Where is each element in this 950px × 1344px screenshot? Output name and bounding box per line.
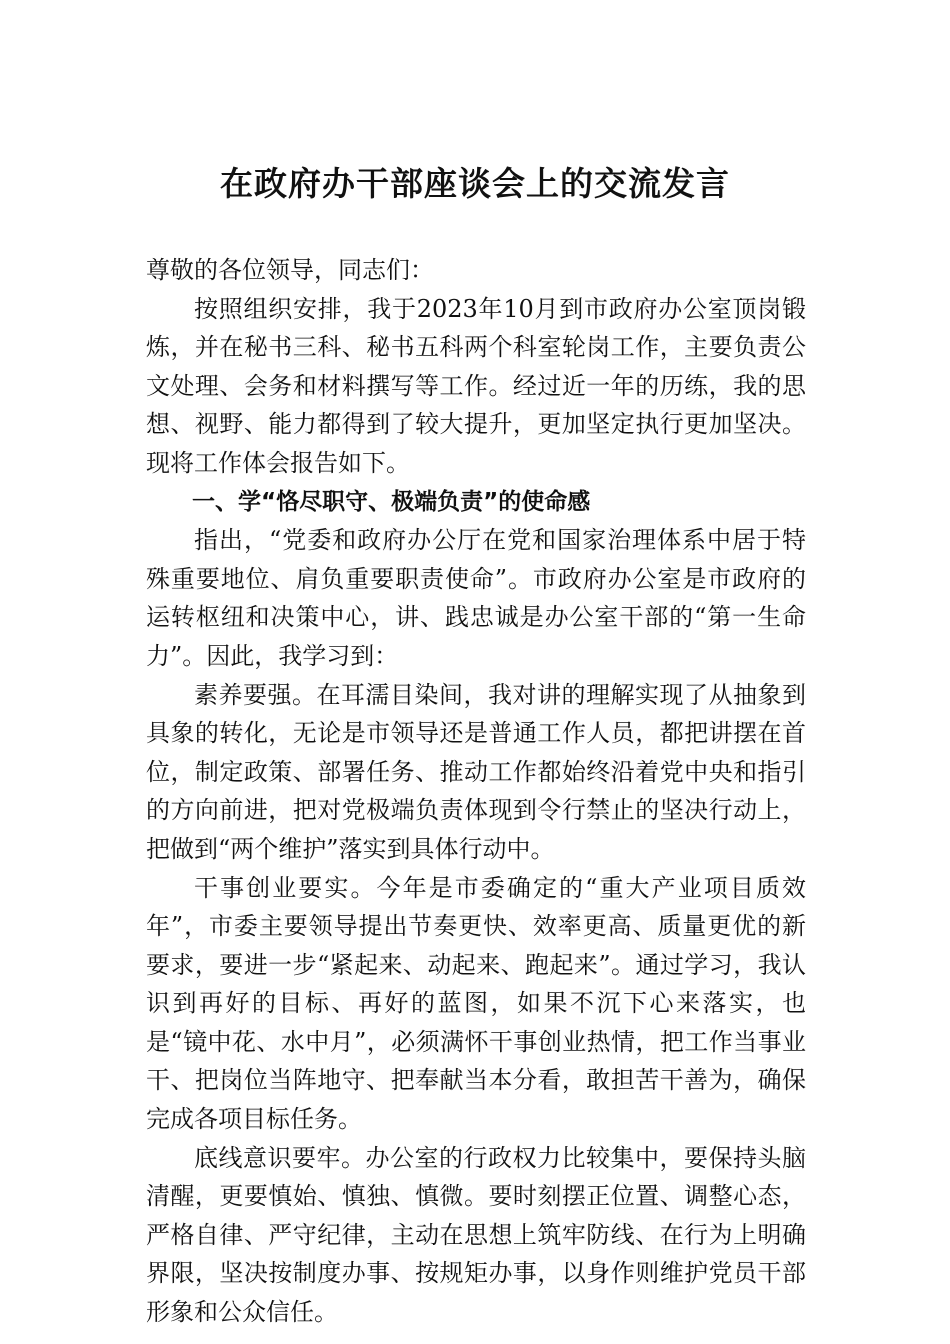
body-paragraph: 底线意识要牢。办公室的行政权力比较集中，要保持头脑清醒，更要慎始、慎独、慎微。要时刻摆正位置、调整心态，严格自律、严守纪律，主动在思想上筑牢防线、在行为上明确界限，坚决按制度办事、按规矩办事，以身作则维护党员干部形象和公众信任。 (146, 1143, 806, 1327)
body-paragraph: 素养要强。在耳濡目染间，我对讲的理解实现了从抽象到具象的转化，无论是市领导还是普通工作人员，都把讲摆在首位，制定政策、部署任务、推动工作都始终沿着党中央和指引的方向前进，把对党极端负责体现到令行禁止的坚决行动上，把做到“两个维护”落实到具体行动中。 (146, 680, 806, 863)
salutation: 尊敬的各位领导，同志们： (146, 256, 434, 284)
document-title: 在政府办干部座谈会上的交流发言 (220, 164, 730, 203)
intro-paragraph: 按照组织安排，我于2023年10月到市政府办公室顶岗锻炼，并在秘书三科、秘书五科两个科室轮岗工作，主要负责公文处理、会务和材料撰写等工作。经过近一年的历练，我的思想、视野、能力都得到了较大提升，更加坚定执行更加坚决。现将工作体会报告如下。 (146, 294, 806, 477)
section-heading-1: 一、学“恪尽职守、极端负责”的使命感 (192, 488, 591, 515)
body-paragraph: 指出，“党委和政府办公厅在党和国家治理体系中居于特殊重要地位、肩负重要职责使命”。市政府办公室是市政府的运转枢纽和决策中心，讲、践忠诚是办公室干部的“第一生命力”。因此，我学习到： (146, 526, 806, 670)
body-paragraph: 干事创业要实。今年是市委确定的“重大产业项目质效年”，市委主要领导提出节奏更快、效率更高、质量更优的新要求，要进一步“紧起来、动起来、跑起来”。通过学习，我认识到再好的目标、再好的蓝图，如果不沉下心来落实，也是“镜中花、水中月”，必须满怀干事创业热情，把工作当事业干、把岗位当阵地守、把奉献当本分看，敢担苦干善为，确保完成各项目标任务。 (146, 873, 806, 1134)
document-body (146, 251, 806, 1332)
